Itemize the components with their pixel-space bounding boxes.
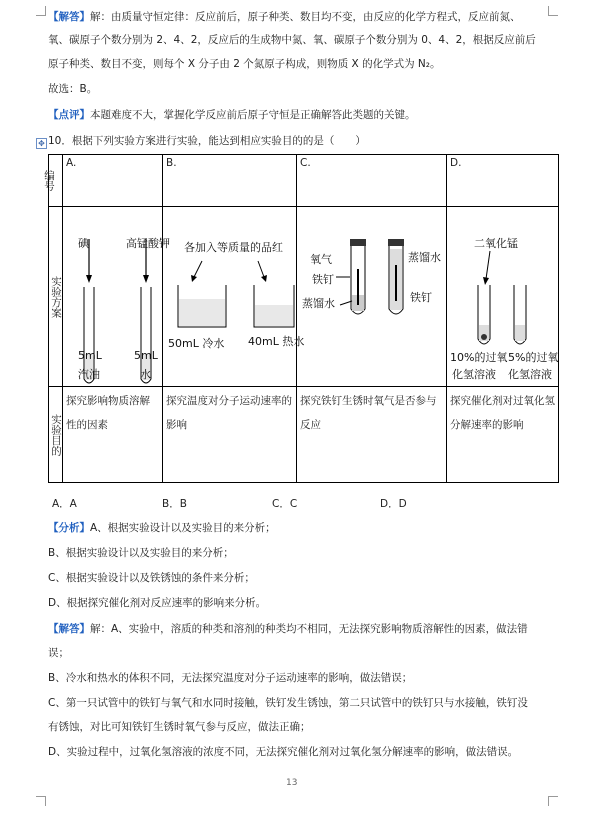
crop-mark-bottom-left bbox=[36, 796, 46, 806]
scheme-label: 实验方案 bbox=[49, 207, 63, 387]
text-line: 误； bbox=[48, 647, 69, 659]
question-title: 10．根据下列实验方案进行实验，能达到相应实验目的的是（ ） bbox=[48, 135, 366, 147]
analysis-line: 【分析】A、根据实验设计以及实验目的来分析； bbox=[48, 522, 276, 534]
figure-b bbox=[163, 207, 305, 387]
label-5pct-2: 化氢溶液 bbox=[508, 368, 552, 381]
label-iodine: 碘 bbox=[78, 237, 89, 250]
table-row bbox=[49, 387, 559, 483]
label-oxygen: 氧气 bbox=[310, 253, 332, 266]
option-c[interactable]: C．C bbox=[272, 498, 298, 510]
text-line: B、冷水和热水的体积不同，无法探究温度对分子运动速率的影响，做法错误； bbox=[48, 672, 413, 684]
table-row bbox=[49, 155, 559, 207]
crop-mark-top-right bbox=[548, 6, 558, 16]
text-line: 氧、碳原子个数分别为 2、4、2，反应后的生成物中氮、氧、碳原子个数分别为 0、4、2，根据反应前后 bbox=[48, 34, 536, 46]
text-line: D、根据探究催化剂对反应速率的影响来分析。 bbox=[48, 597, 267, 609]
label-5ml-a: 5mL bbox=[78, 349, 102, 362]
table-row bbox=[49, 207, 559, 387]
label-water: 水 bbox=[140, 368, 151, 381]
label-distilled-water-1: 蒸馏水 bbox=[302, 297, 335, 310]
option-a[interactable]: A．A bbox=[52, 498, 77, 510]
label-10pct-2: 化氢溶液 bbox=[452, 368, 496, 381]
label-5ml-b: 5mL bbox=[134, 349, 158, 362]
header-d: D. bbox=[447, 155, 559, 207]
header-a: A. bbox=[63, 155, 163, 207]
solution-line: 【解答】解：A、实验中，溶质的种类和溶剂的种类均不相同，无法探究影响物质溶解性的因素，做法错 bbox=[48, 623, 528, 635]
text-line: D、实验过程中，过氧化氢溶液的浓度不同，无法探究催化剂对过氧化氢分解速率的影响，做法错误。 bbox=[48, 746, 519, 758]
header-c: C. bbox=[297, 155, 447, 207]
figure-a bbox=[63, 207, 170, 387]
experiment-table bbox=[43, 154, 559, 483]
label-mno2: 二氧化锰 bbox=[474, 237, 518, 250]
text-line: C、第一只试管中的铁钉与氧气和水同时接触，铁钉发生锈蚀，第二只试管中的铁钉只与水接触，铁钉没 bbox=[48, 697, 528, 709]
label-permanganate: 高锰酸钾 bbox=[126, 237, 170, 250]
purpose-a: 探究影响物质溶解性的因素 bbox=[63, 387, 163, 483]
text-line: C、根据实验设计以及铁锈蚀的条件来分析； bbox=[48, 572, 255, 584]
label-cold-water: 50mL 冷水 bbox=[168, 337, 225, 350]
text-line: 原子种类、数目不变，则每个 X 分子由 2 个氮原子构成，则物质 X 的化学式为 N₂。 bbox=[48, 58, 441, 70]
crop-mark-top-left bbox=[36, 6, 46, 16]
label-nail-2: 铁钉 bbox=[410, 291, 432, 304]
label-equal-dye: 各加入等质量的品红 bbox=[184, 241, 283, 254]
beakers-diagram bbox=[166, 209, 296, 384]
crop-mark-bottom-right bbox=[548, 796, 558, 806]
text-line: 故选：B。 bbox=[48, 83, 98, 95]
figure-c bbox=[297, 207, 447, 387]
header-label: 编号 bbox=[49, 155, 63, 207]
purpose-c: 探究铁钉生锈时氧气是否参与反应 bbox=[297, 387, 447, 483]
text-line: 有锈蚀，对比可知铁钉生锈时氧气参与反应，做法正确； bbox=[48, 721, 311, 733]
text-line: B、根据实验设计以及实验目的来分析； bbox=[48, 547, 234, 559]
purpose-d: 探究催化剂对过氧化氢分解速率的影响 bbox=[447, 387, 559, 483]
header-b: B. bbox=[163, 155, 297, 207]
label-hot-water: 40mL 热水 bbox=[248, 335, 305, 348]
label-gasoline: 汽油 bbox=[78, 368, 100, 381]
figure-d bbox=[447, 207, 559, 387]
option-d[interactable]: D．D bbox=[380, 498, 407, 510]
text-line: 【解答】解：由质量守恒定律：反应前后，原子种类、数目均不变，由反应的化学方程式，反应前氮、 bbox=[48, 11, 521, 23]
label-10pct-1: 10%的过氧 bbox=[450, 351, 508, 364]
label-5pct-1: 5%的过氧 bbox=[508, 351, 559, 364]
table-move-handle-icon[interactable]: ✥ bbox=[36, 138, 47, 149]
label-distilled-water-2: 蒸馏水 bbox=[408, 251, 441, 264]
label-nail-1: 铁钉 bbox=[312, 273, 334, 286]
option-b[interactable]: B．B bbox=[162, 498, 187, 510]
purpose-b: 探究温度对分子运动速率的影响 bbox=[163, 387, 297, 483]
page-number: 13 bbox=[286, 778, 298, 788]
comment-line: 【点评】本题难度不大，掌握化学反应前后原子守恒是正确解答此类题的关键。 bbox=[48, 109, 416, 121]
purpose-label: 实验目的 bbox=[49, 387, 63, 483]
